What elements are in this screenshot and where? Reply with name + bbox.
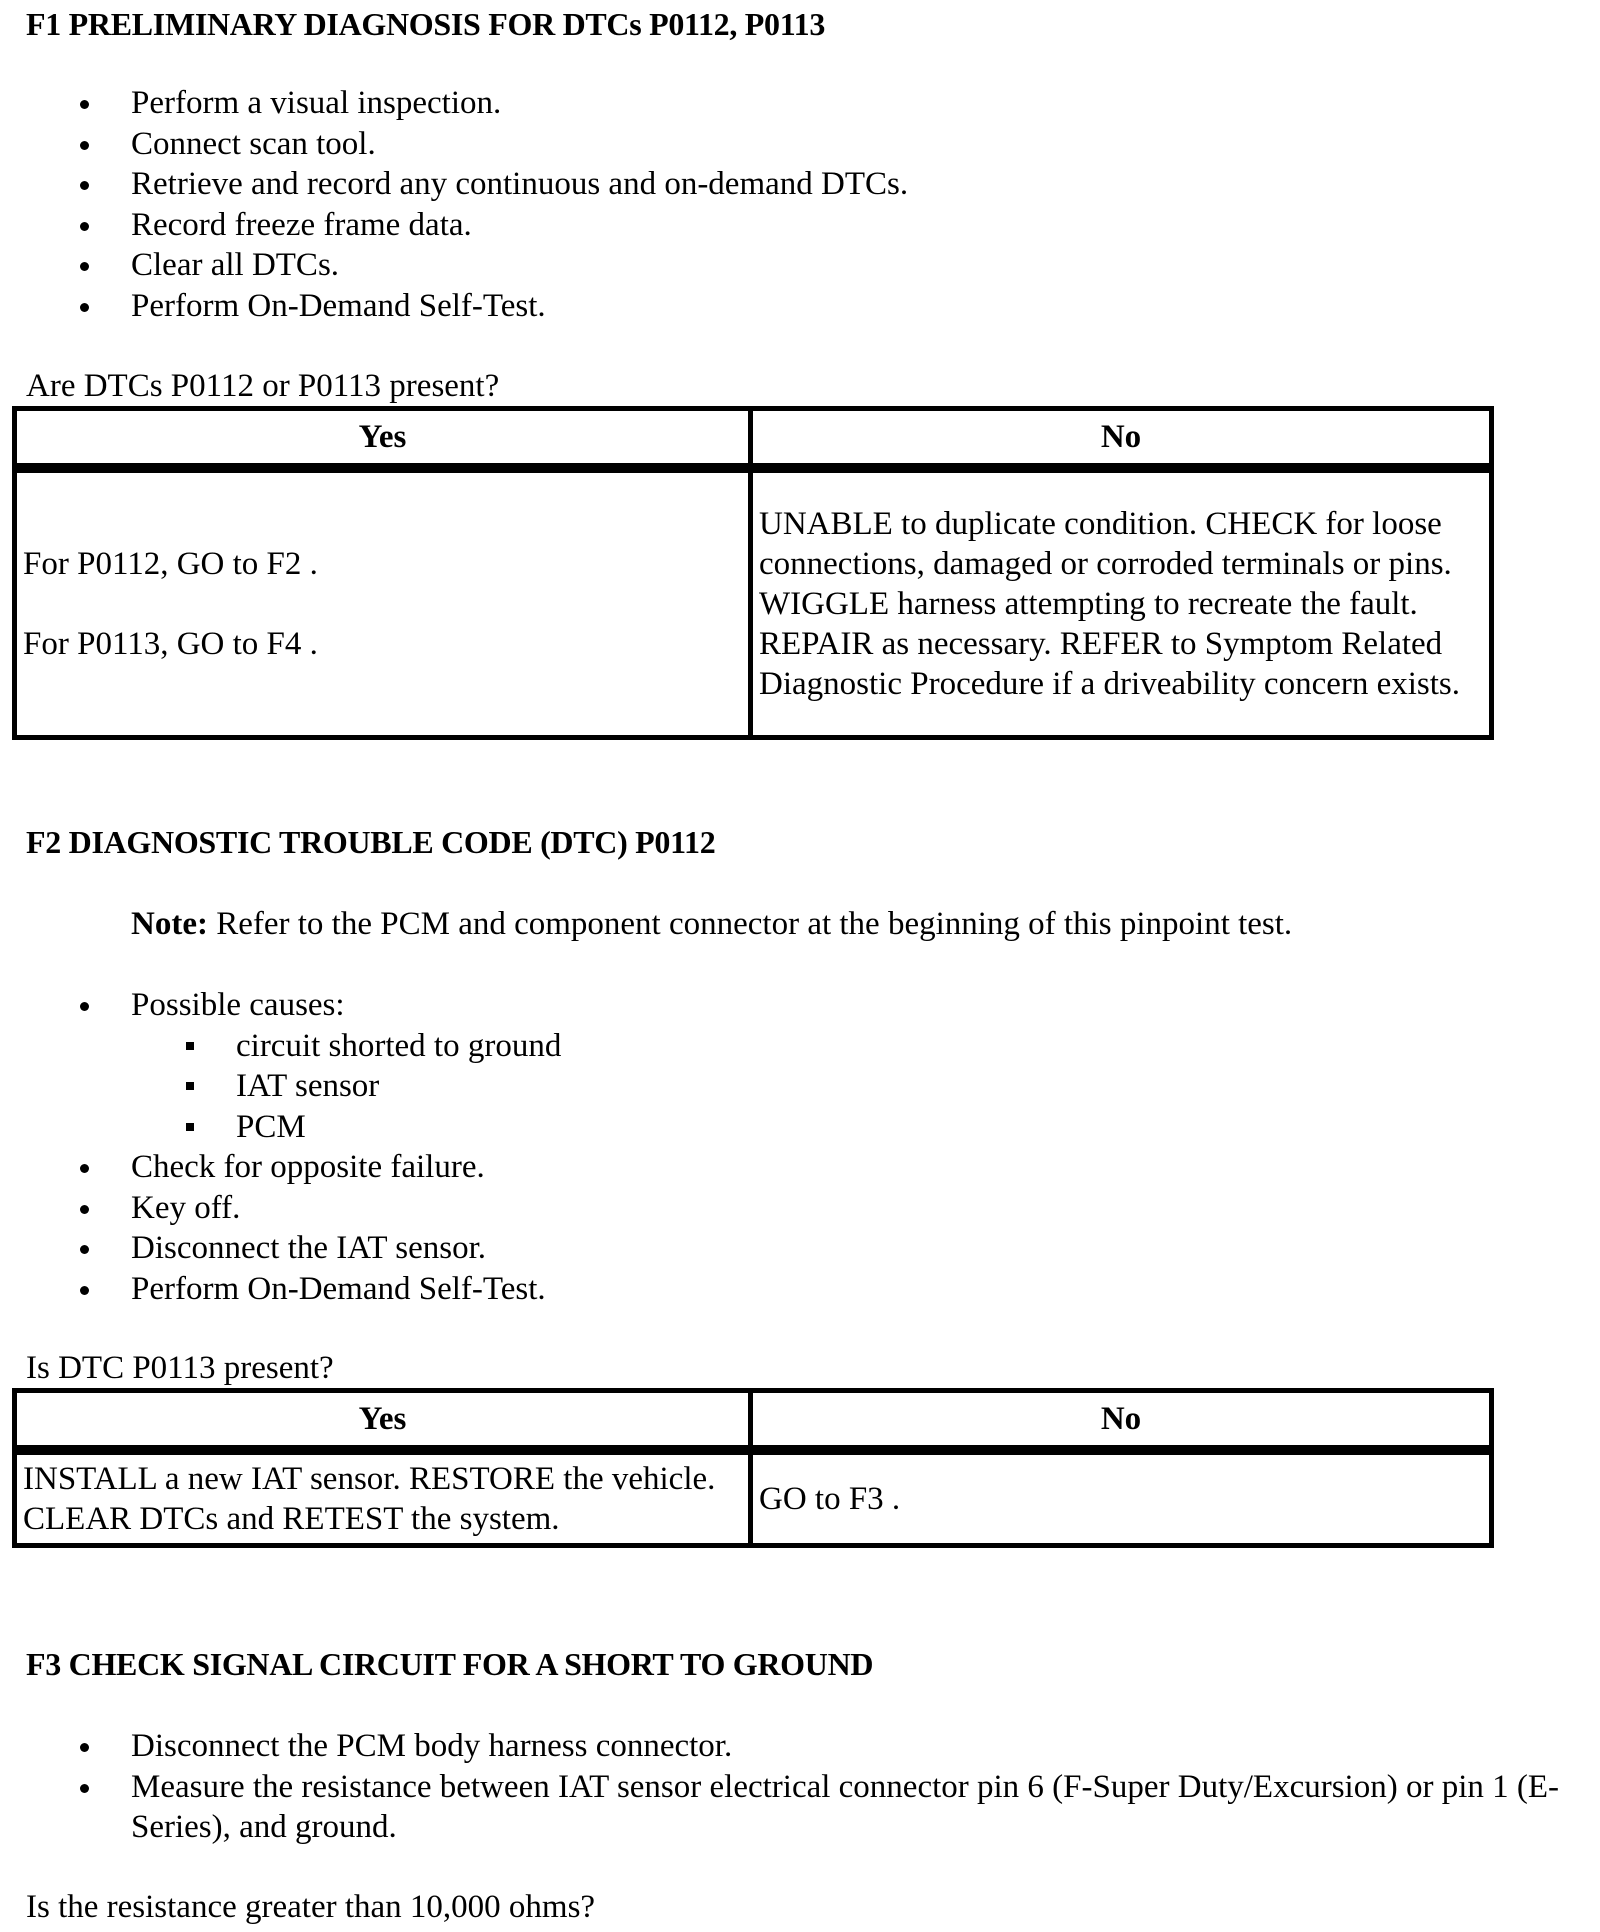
list-item: Key off. (0, 1188, 561, 1229)
list-item: Connect scan tool. (0, 124, 908, 165)
no-cell: GO to F3 . (753, 1450, 1489, 1543)
list-item: Disconnect the PCM body harness connector. (0, 1726, 1571, 1767)
no-header: No (753, 411, 1489, 468)
note (131, 904, 1292, 944)
list-item: Perform a visual inspection. (0, 83, 908, 124)
sub-list-item: circuit shorted to ground (0, 1026, 561, 1067)
f3-step-list (0, 1726, 1571, 1847)
yes-header: Yes (17, 1393, 753, 1450)
f2-decision-table (12, 1388, 1494, 1548)
list-item: Measure the resistance between IAT sensor electrical connector pin 6 (F-Super Duty/Excursion) or pin 1 (E-Series), and ground. (0, 1767, 1571, 1847)
section-heading-f3: F3 CHECK SIGNAL CIRCUIT FOR A SHORT TO GROUND (26, 1646, 874, 1682)
list-item: Clear all DTCs. (0, 245, 908, 286)
list-item: Record freeze frame data. (0, 205, 908, 246)
yes-header: Yes (17, 411, 753, 468)
yes-line: For P0113, GO to F4 . (23, 626, 318, 662)
list-item: Perform On-Demand Self-Test. (0, 286, 908, 327)
list-item: Disconnect the IAT sensor. (0, 1228, 561, 1269)
no-cell: UNABLE to duplicate condition. CHECK for loose connections, damaged or corroded terminals or pins. WIGGLE harness attempting to recreate the fault. REPAIR as necessary. REFER to Symptom Related Diagnostic Procedure if a driveability concern exists. (753, 468, 1489, 735)
f3-question: Is the resistance greater than 10,000 ohms? (26, 1889, 596, 1925)
list-item: Retrieve and record any continuous and on-demand DTCs. (0, 164, 908, 205)
list-item: Possible causes: (0, 985, 561, 1026)
yes-line: For P0112, GO to F2 . (23, 546, 318, 582)
f2-step-list (0, 985, 561, 1309)
f1-step-list (0, 83, 908, 326)
no-header: No (753, 1393, 1489, 1450)
section-heading-f2: F2 DIAGNOSTIC TROUBLE CODE (DTC) P0112 (26, 824, 716, 860)
note-label: Note: (131, 906, 208, 942)
f1-question: Are DTCs P0112 or P0113 present? (26, 368, 500, 404)
f2-question: Is DTC P0113 present? (26, 1350, 334, 1386)
sub-list-item: PCM (0, 1107, 561, 1148)
section-heading-f1: F1 PRELIMINARY DIAGNOSIS FOR DTCs P0112, P0113 (26, 6, 826, 42)
list-item: Perform On-Demand Self-Test. (0, 1269, 561, 1310)
yes-cell (17, 468, 753, 735)
note-text: Refer to the PCM and component connector at the beginning of this pinpoint test. (207, 906, 1293, 942)
sub-list-item: IAT sensor (0, 1066, 561, 1107)
yes-cell: INSTALL a new IAT sensor. RESTORE the vehicle. CLEAR DTCs and RETEST the system. (17, 1450, 753, 1543)
f1-decision-table (12, 406, 1494, 740)
list-item: Check for opposite failure. (0, 1147, 561, 1188)
